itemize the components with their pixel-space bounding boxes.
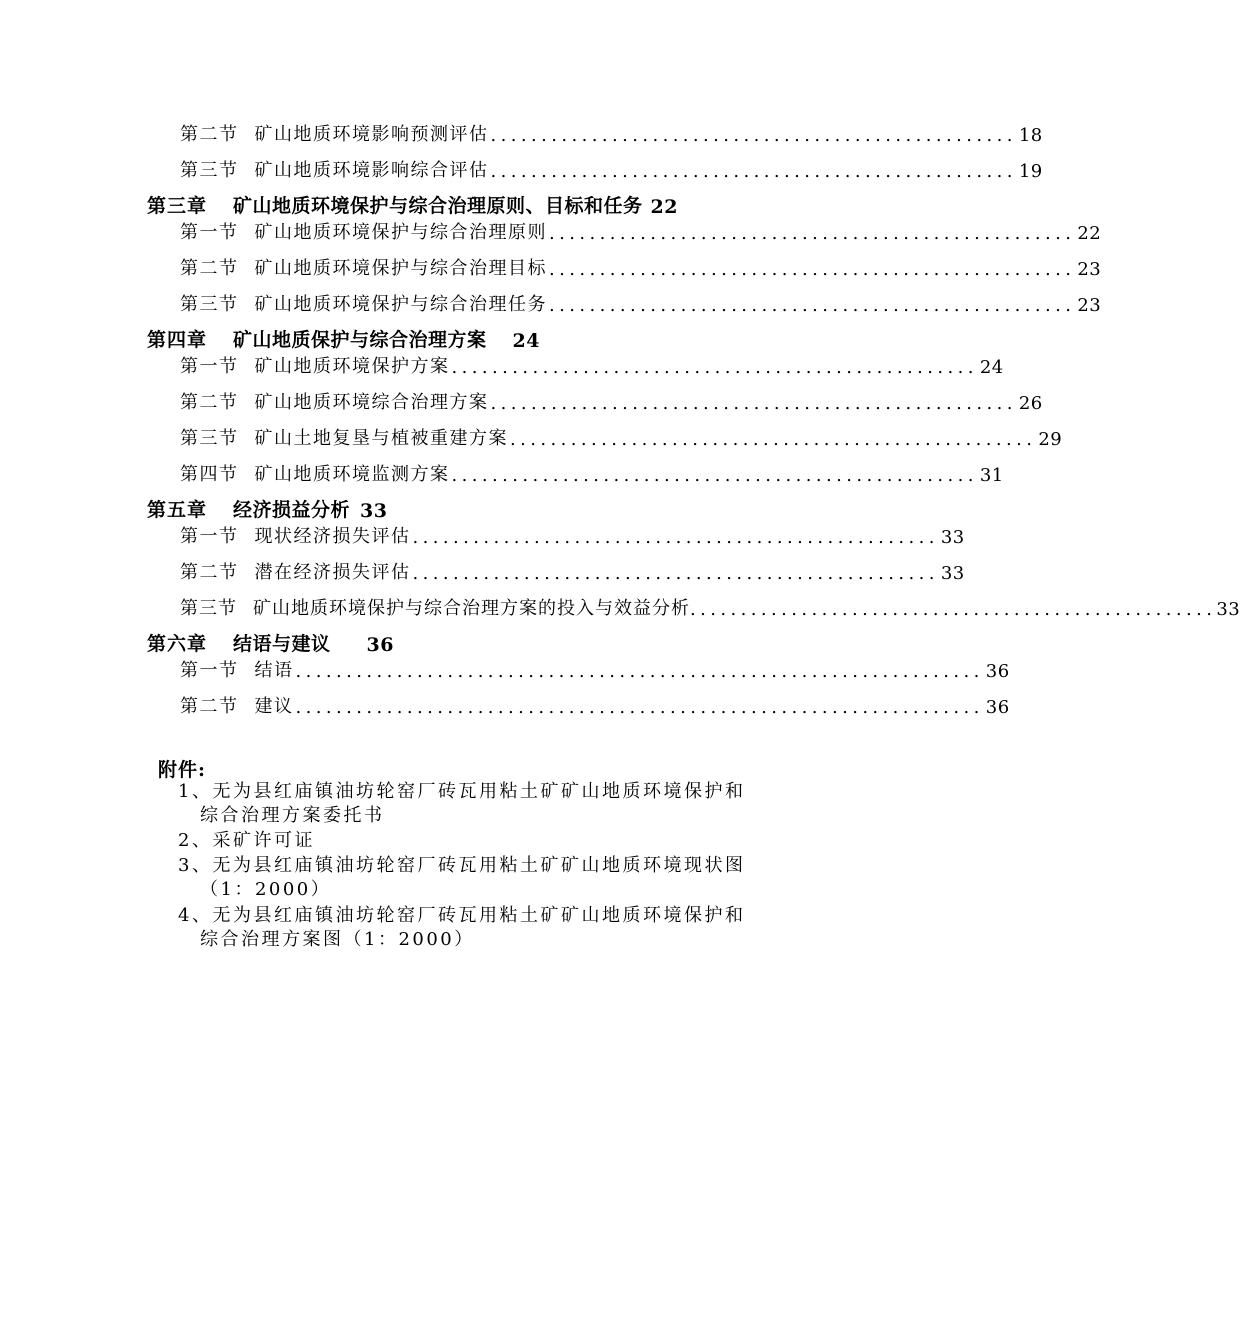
annex-item	[178, 780, 818, 828]
section-title: 矿山地质环境保护与综合治理方案的投入与效益分析	[253, 598, 690, 619]
leader-dots: ....................................................	[412, 563, 939, 584]
toc-section-row[interactable]	[180, 254, 1102, 280]
leader-dots: ....................................................	[549, 295, 1076, 316]
section-title: 矿山地质环境监测方案	[254, 464, 450, 485]
section-number: 第一节	[180, 660, 239, 681]
section-number: 第三节	[180, 294, 239, 315]
section-title: 矿山地质环境保护与综合治理原则	[254, 222, 547, 243]
toc-section-row[interactable]	[180, 656, 1010, 682]
section-title: 矿山地质环境保护与综合治理任务	[254, 294, 547, 315]
section-title: 矿山地质环境保护与综合治理目标	[254, 258, 547, 279]
section-title: 矿山地质环境保护方案	[254, 356, 450, 377]
toc-section-row[interactable]	[180, 460, 1004, 486]
leader-dots: ....................................................	[549, 259, 1076, 280]
toc-section-row[interactable]	[180, 692, 1010, 718]
annex-item-continuation: 综合治理方案委托书	[200, 805, 385, 826]
toc-section-row[interactable]	[180, 522, 965, 548]
page-number: 36	[366, 634, 394, 656]
toc-section-row[interactable]	[180, 218, 1102, 244]
section-number: 第一节	[180, 526, 239, 547]
leader-dots: ....................................................	[690, 599, 1217, 620]
leader-dots: ....................................................	[490, 161, 1017, 182]
page-number: 36	[985, 697, 1010, 718]
page-number: 19	[1018, 161, 1043, 182]
chapter-title: 结语与建议	[233, 633, 331, 655]
toc-chapter-row[interactable]	[147, 496, 387, 522]
annex-item	[178, 854, 818, 902]
page-number: 26	[1018, 393, 1043, 414]
section-number: 第二节	[180, 124, 239, 145]
leader-dots: ....................................................................	[295, 661, 984, 682]
section-title: 结语	[254, 660, 294, 681]
page-number: 24	[512, 330, 540, 352]
page-number: 36	[985, 661, 1010, 682]
section-number: 第二节	[180, 696, 239, 717]
page-number: 33	[940, 563, 965, 584]
chapter-number: 第四章	[147, 329, 208, 351]
section-number: 第三节	[180, 428, 239, 449]
annex-item-text: 1、无为县红庙镇油坊轮窑厂砖瓦用粘土矿矿山地质环境保护和	[178, 781, 746, 802]
page-number: 33	[360, 500, 388, 522]
page-number: 33	[940, 527, 965, 548]
section-title: 矿山土地复垦与植被重建方案	[254, 428, 508, 449]
toc-section-row[interactable]	[180, 388, 1043, 414]
toc-section-row[interactable]	[180, 290, 1102, 316]
chapter-title: 矿山地质保护与综合治理方案	[233, 329, 487, 351]
section-title: 矿山地质环境影响综合评估	[254, 160, 489, 181]
annex-item-text: 3、无为县红庙镇油坊轮窑厂砖瓦用粘土矿矿山地质环境现状图	[178, 855, 746, 876]
toc-section-row[interactable]	[180, 352, 1004, 378]
leader-dots: ....................................................	[490, 393, 1017, 414]
section-number: 第一节	[180, 356, 239, 377]
section-number: 第四节	[180, 464, 239, 485]
chapter-title: 矿山地质环境保护与综合治理原则、目标和任务	[233, 195, 643, 217]
leader-dots: ....................................................	[451, 357, 978, 378]
toc-section-row[interactable]	[180, 156, 1043, 182]
section-number: 第二节	[180, 258, 239, 279]
leader-dots: ....................................................................	[295, 697, 984, 718]
section-title: 建议	[254, 696, 294, 717]
toc-chapter-row[interactable]	[147, 192, 678, 218]
annex-heading: 附件:	[158, 759, 207, 781]
page-number: 24	[979, 357, 1004, 378]
leader-dots: ....................................................	[490, 125, 1017, 146]
chapter-number: 第三章	[147, 195, 208, 217]
section-number: 第三节	[180, 160, 239, 181]
page-number: 29	[1038, 429, 1063, 450]
section-title: 现状经济损失评估	[254, 526, 411, 547]
annex-item-continuation: 综合治理方案图（1：2000）	[200, 929, 475, 950]
toc-chapter-row[interactable]	[147, 630, 394, 656]
annex-item-text: 2、采矿许可证	[178, 830, 315, 851]
leader-dots: ....................................................	[412, 527, 939, 548]
chapter-title: 经济损益分析	[233, 499, 351, 521]
page-number: 22	[1077, 223, 1102, 244]
leader-dots: ....................................................	[510, 429, 1037, 450]
leader-dots: ....................................................	[549, 223, 1076, 244]
section-title: 潜在经济损失评估	[254, 562, 411, 583]
annex-item-text: 4、无为县红庙镇油坊轮窑厂砖瓦用粘土矿矿山地质环境保护和	[178, 905, 746, 926]
annex-item	[178, 829, 818, 853]
page-number: 33	[1216, 599, 1240, 620]
annex-item-continuation: （1：2000）	[200, 879, 332, 900]
toc-section-row[interactable]	[180, 424, 1063, 450]
section-title: 矿山地质环境综合治理方案	[254, 392, 489, 413]
annex-item	[178, 904, 818, 952]
leader-dots: ....................................................	[451, 465, 978, 486]
page-number: 23	[1077, 295, 1102, 316]
chapter-number: 第五章	[147, 499, 208, 521]
chapter-number: 第六章	[147, 633, 208, 655]
page-number: 18	[1018, 125, 1043, 146]
section-number: 第二节	[180, 562, 239, 583]
page-number: 31	[979, 465, 1004, 486]
page-number: 23	[1077, 259, 1102, 280]
section-number: 第三节	[180, 598, 237, 619]
toc-section-row[interactable]	[180, 594, 1240, 620]
section-number: 第二节	[180, 392, 239, 413]
section-number: 第一节	[180, 222, 239, 243]
toc-section-row[interactable]	[180, 120, 1043, 146]
page-number: 22	[650, 196, 678, 218]
toc-chapter-row[interactable]	[147, 326, 540, 352]
toc-section-row[interactable]	[180, 558, 965, 584]
section-title: 矿山地质环境影响预测评估	[254, 124, 489, 145]
